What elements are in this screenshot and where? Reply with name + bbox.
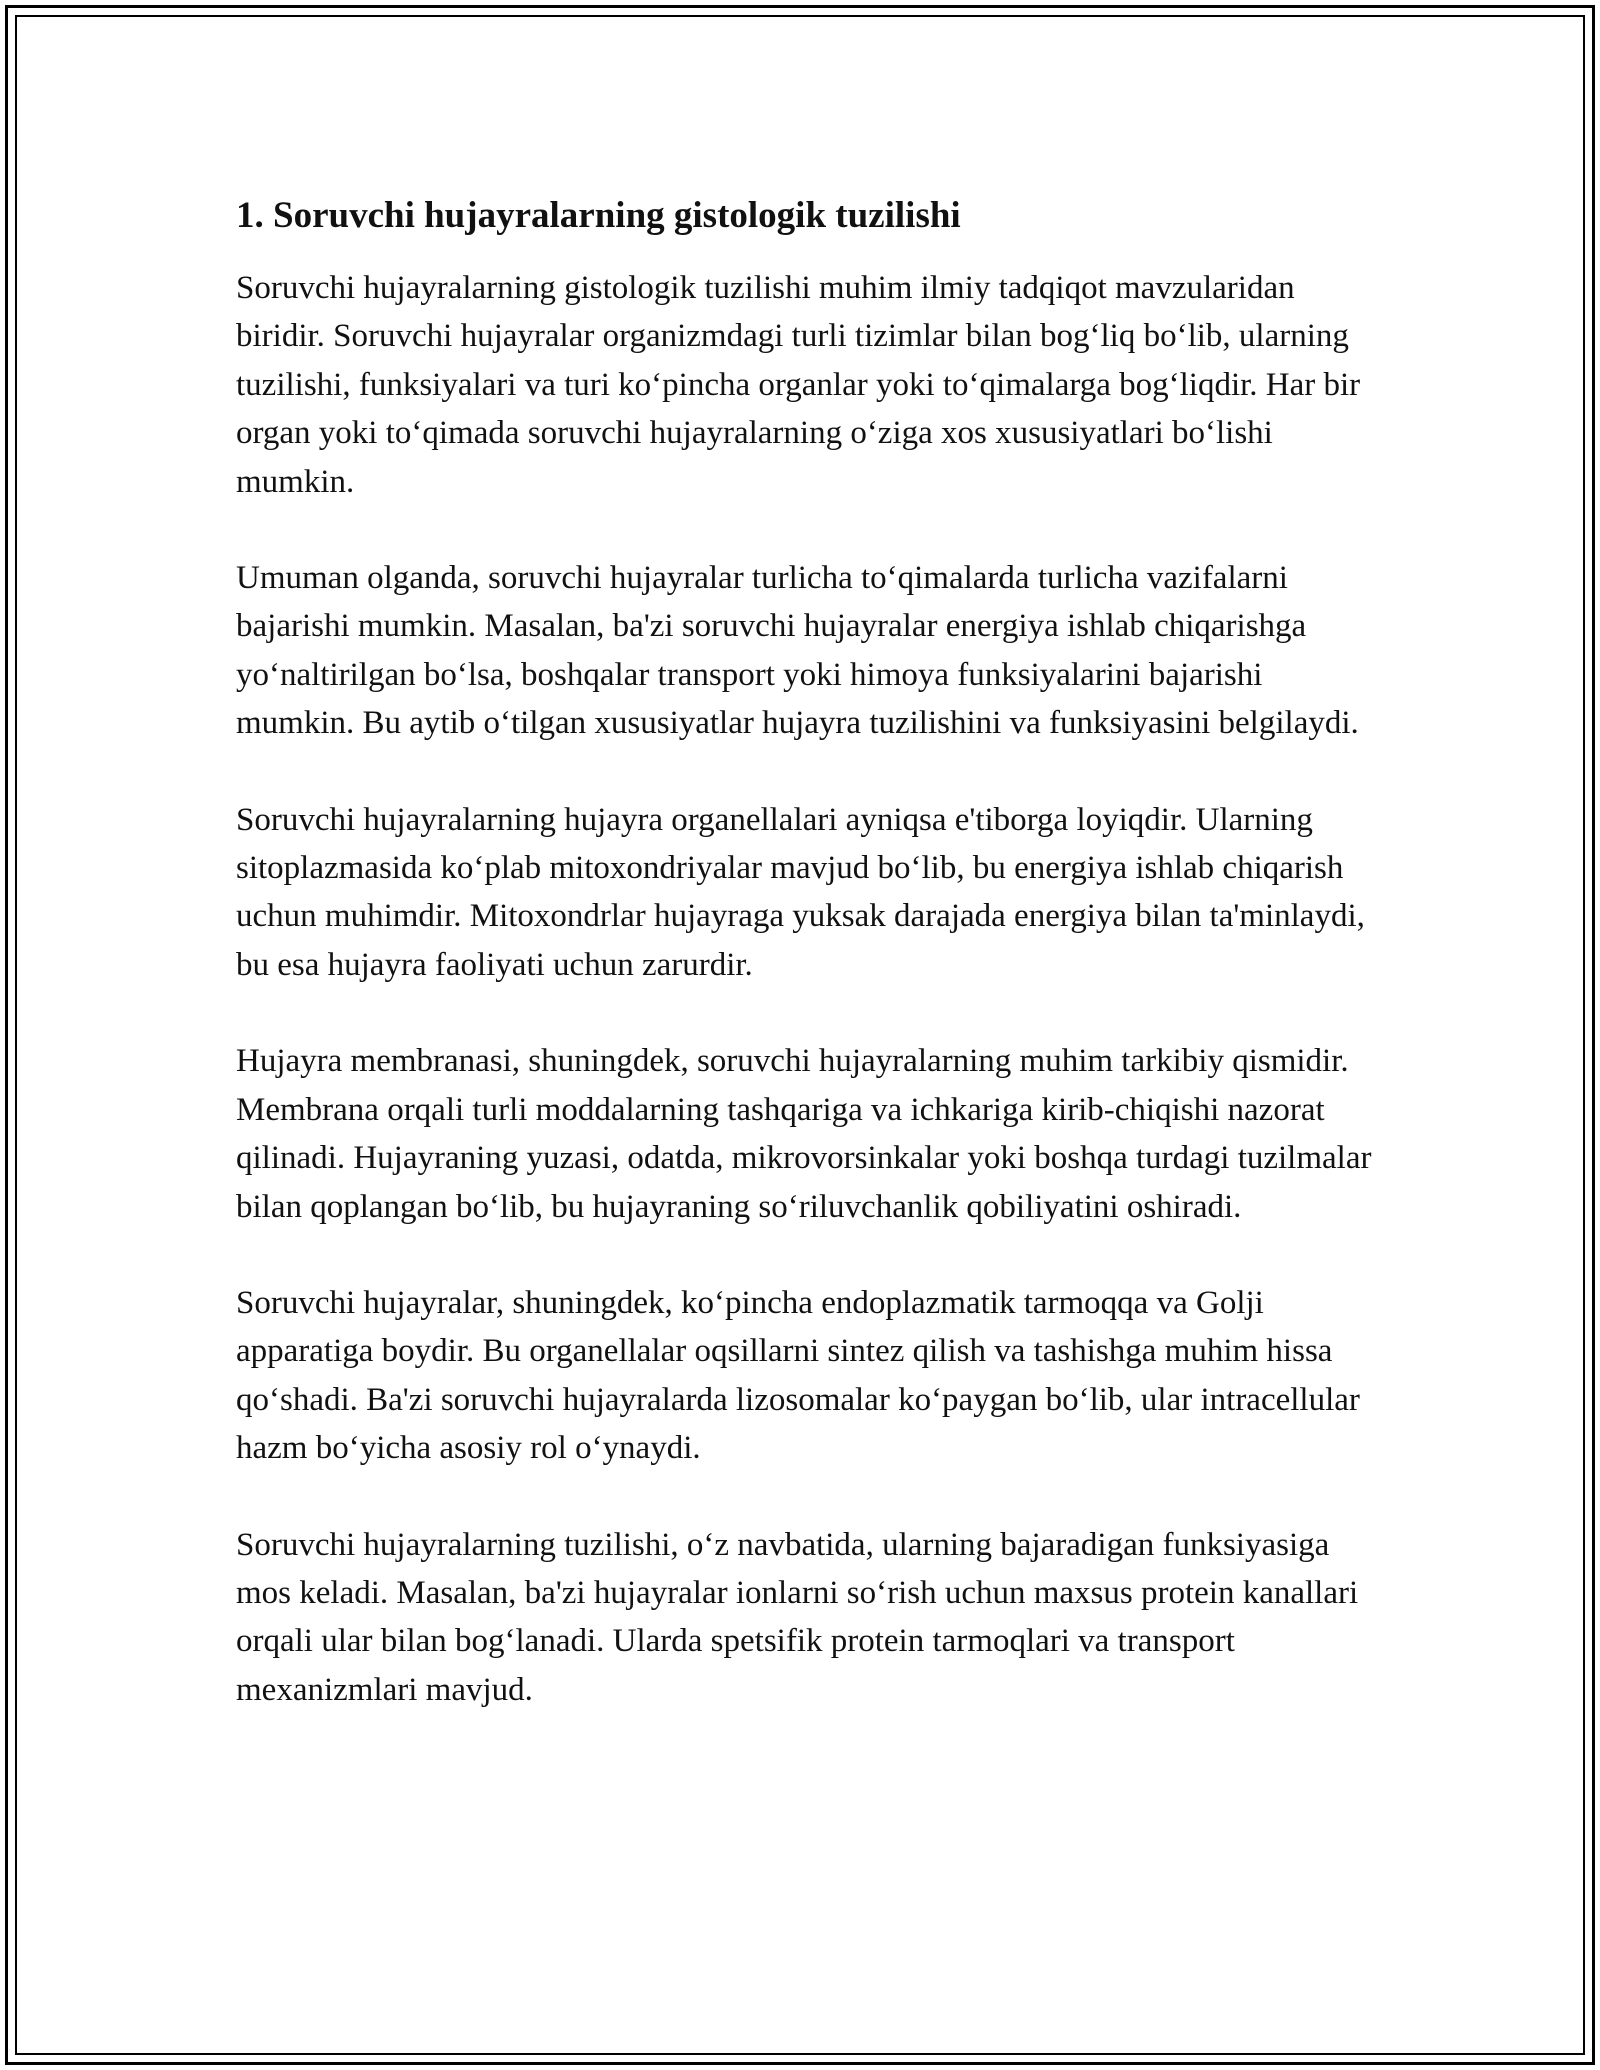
- paragraph-6: Soruvchi hujayralarning tuzilishi, o‘z navbatida, ularning bajaradigan funksiyasiga mos keladi. Masalan, ba'zi hujayralar ionlarni so‘rish uchun maxsus protein kanallari orqali ular bilan bog‘lanadi. Ularda spetsifik protein tarmoqlari va transport mexanizmlari mavjud.: [236, 1526, 1359, 1708]
- paragraph-3: Soruvchi hujayralarning hujayra organellalari ayniqsa e'tiborga loyiqdir. Ularning sitoplazmasida ko‘plab mitoxondriyalar mavjud bo‘lib, bu energiya ishlab chiqarish uchun muhimdir. Mitoxondrlar hujayraga yuksak darajada energiya bilan ta'minlaydi, bu esa hujayra faoliyati uchun zarurdir.: [236, 801, 1365, 983]
- section-heading: 1. Soruvchi hujayralarning gistologik tuzilishi: [236, 195, 961, 236]
- paragraph-1: Soruvchi hujayralarning gistologik tuzilishi muhim ilmiy tadqiqot mavzularidan biridir. Soruvchi hujayralar organizmdagi turli tizimlar bilan bog‘liq bo‘lib, ularning tuzilishi, funksiyalari va turi ko‘pincha organlar yoki to‘qimalarga bog‘liqdir. Har bir organ yoki to‘qimada soruvchi hujayralarning o‘ziga xos xususiyatlari bo‘lishi mumkin.: [236, 270, 1361, 500]
- paragraph-5: Soruvchi hujayralar, shuningdek, ko‘pincha endoplazmatik tarmoqqa va Golji apparatiga boydir. Bu organellalar oqsillarni sintez qilish va tashishga muhim hissa qo‘shadi. Ba'zi soruvchi hujayralarda lizosomalar ko‘paygan bo‘lib, ular intracellular hazm bo‘yicha asosiy rol o‘ynaydi.: [236, 1284, 1360, 1467]
- paragraph-2: Umuman olganda, soruvchi hujayralar turlicha to‘qimalarda turlicha vazifalarni bajarishi mumkin. Masalan, ba'zi soruvchi hujayralar energiya ishlab chiqarishga yo‘naltirilgan bo‘lsa, boshqalar transport yoki himoya funksiyalarini bajarishi mumkin. Bu aytib o‘tilgan xususiyatlar hujayra tuzilishini va funksiyasini belgilaydi.: [236, 560, 1359, 742]
- paragraph-4: Hujayra membranasi, shuningdek, soruvchi hujayralarning muhim tarkibiy qismidir. Membrana orqali turli moddalarning tashqariga va ichkariga kirib-chiqishi nazorat qilinadi. Hujayraning yuzasi, odatda, mikrovorsinkalar yoki boshqa turdagi tuzilmalar bilan qoplangan bo‘lib, bu hujayraning so‘riluvchanlik qobiliyatini oshiradi.: [236, 1043, 1372, 1225]
- document-body: [236, 180, 1376, 1762]
